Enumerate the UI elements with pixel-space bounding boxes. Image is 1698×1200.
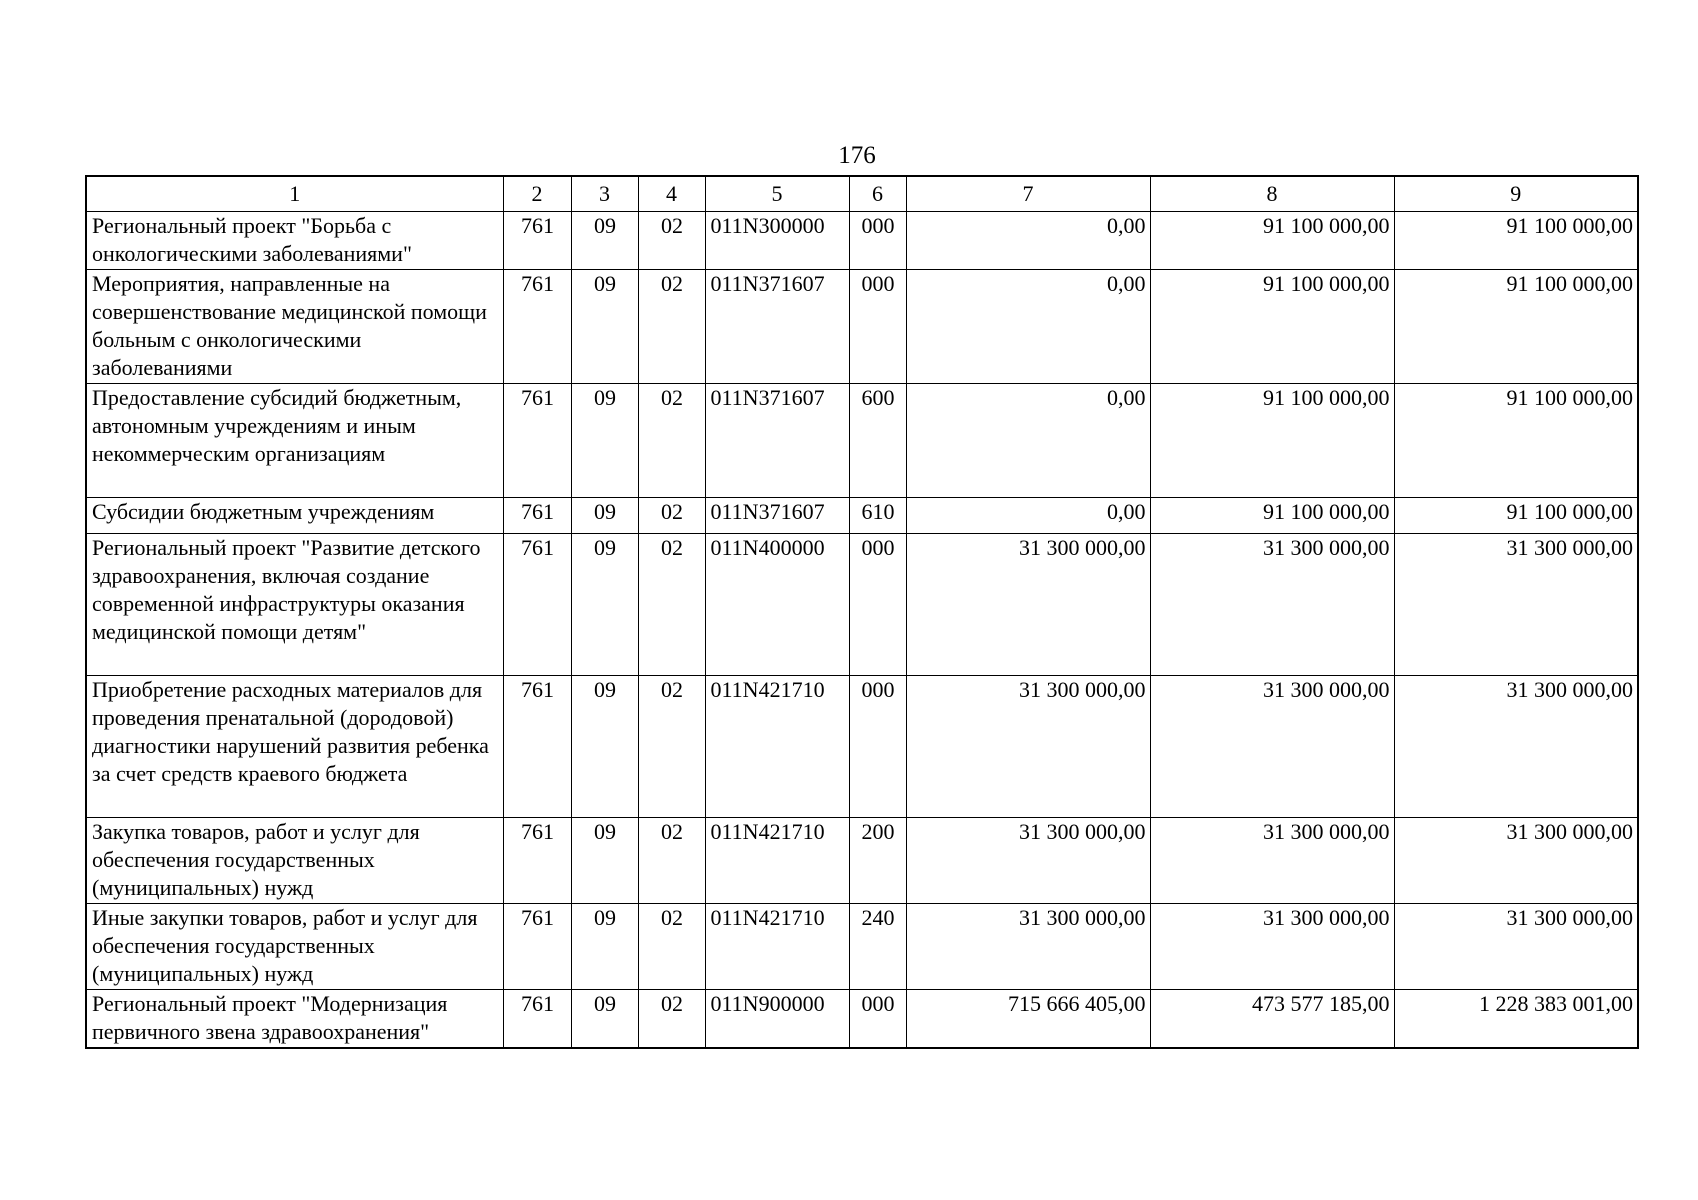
subsection-code: 02 bbox=[638, 904, 705, 990]
ministry-code: 761 bbox=[503, 270, 571, 384]
ministry-code: 761 bbox=[503, 990, 571, 1048]
table-row bbox=[86, 990, 1638, 1048]
section-code: 09 bbox=[571, 676, 638, 818]
amount-col-9: 31 300 000,00 bbox=[1394, 534, 1638, 676]
amount-col-7: 0,00 bbox=[906, 212, 1150, 270]
budget-table bbox=[85, 175, 1639, 1049]
section-code: 09 bbox=[571, 534, 638, 676]
table-header bbox=[86, 176, 1638, 212]
section-code: 09 bbox=[571, 990, 638, 1048]
table-row bbox=[86, 212, 1638, 270]
target-article-code: 011N421710 bbox=[705, 904, 849, 990]
item-name: Региональный проект "Модернизация первичного звена здравоохранения" bbox=[86, 990, 503, 1048]
target-article-code: 011N400000 bbox=[705, 534, 849, 676]
amount-col-9: 1 228 383 001,00 bbox=[1394, 990, 1638, 1048]
table-row bbox=[86, 676, 1638, 818]
ministry-code: 761 bbox=[503, 498, 571, 534]
ministry-code: 761 bbox=[503, 676, 571, 818]
item-name: Региональный проект "Развитие детского здравоохранения, включая создание современной инфраструктуры оказания медицинской помощи детям" bbox=[86, 534, 503, 676]
amount-col-7: 0,00 bbox=[906, 384, 1150, 498]
item-name: Предоставление субсидий бюджетным, автономным учреждениям и иным некоммерческим организациям bbox=[86, 384, 503, 498]
expense-type-code: 000 bbox=[849, 534, 906, 676]
ministry-code: 761 bbox=[503, 534, 571, 676]
target-article-code: 011N300000 bbox=[705, 212, 849, 270]
section-code: 09 bbox=[571, 904, 638, 990]
page-number: 176 bbox=[838, 142, 876, 169]
table-row bbox=[86, 904, 1638, 990]
expense-type-code: 200 bbox=[849, 818, 906, 904]
target-article-code: 011N371607 bbox=[705, 384, 849, 498]
target-article-code: 011N371607 bbox=[705, 270, 849, 384]
target-article-code: 011N421710 bbox=[705, 676, 849, 818]
column-header-2: 2 bbox=[503, 176, 571, 212]
section-code: 09 bbox=[571, 818, 638, 904]
amount-col-8: 473 577 185,00 bbox=[1150, 990, 1394, 1048]
subsection-code: 02 bbox=[638, 990, 705, 1048]
column-header-9: 9 bbox=[1394, 176, 1638, 212]
amount-col-9: 31 300 000,00 bbox=[1394, 676, 1638, 818]
amount-col-7: 31 300 000,00 bbox=[906, 818, 1150, 904]
subsection-code: 02 bbox=[638, 498, 705, 534]
ministry-code: 761 bbox=[503, 818, 571, 904]
table-row bbox=[86, 534, 1638, 676]
amount-col-7: 0,00 bbox=[906, 270, 1150, 384]
target-article-code: 011N371607 bbox=[705, 498, 849, 534]
amount-col-9: 31 300 000,00 bbox=[1394, 904, 1638, 990]
subsection-code: 02 bbox=[638, 384, 705, 498]
amount-col-7: 31 300 000,00 bbox=[906, 534, 1150, 676]
expense-type-code: 600 bbox=[849, 384, 906, 498]
amount-col-8: 31 300 000,00 bbox=[1150, 676, 1394, 818]
table-row bbox=[86, 498, 1638, 534]
target-article-code: 011N900000 bbox=[705, 990, 849, 1048]
expense-type-code: 610 bbox=[849, 498, 906, 534]
column-header-7: 7 bbox=[906, 176, 1150, 212]
amount-col-9: 91 100 000,00 bbox=[1394, 384, 1638, 498]
amount-col-8: 91 100 000,00 bbox=[1150, 212, 1394, 270]
column-header-8: 8 bbox=[1150, 176, 1394, 212]
subsection-code: 02 bbox=[638, 818, 705, 904]
header-row bbox=[86, 176, 1638, 212]
expense-type-code: 000 bbox=[849, 212, 906, 270]
table-row bbox=[86, 818, 1638, 904]
amount-col-8: 31 300 000,00 bbox=[1150, 534, 1394, 676]
amount-col-8: 91 100 000,00 bbox=[1150, 384, 1394, 498]
subsection-code: 02 bbox=[638, 676, 705, 818]
amount-col-7: 31 300 000,00 bbox=[906, 676, 1150, 818]
ministry-code: 761 bbox=[503, 384, 571, 498]
subsection-code: 02 bbox=[638, 212, 705, 270]
amount-col-9: 91 100 000,00 bbox=[1394, 498, 1638, 534]
subsection-code: 02 bbox=[638, 270, 705, 384]
amount-col-9: 91 100 000,00 bbox=[1394, 212, 1638, 270]
column-header-5: 5 bbox=[705, 176, 849, 212]
section-code: 09 bbox=[571, 498, 638, 534]
table-row bbox=[86, 270, 1638, 384]
item-name: Мероприятия, направленные на совершенствование медицинской помощи больным с онкологическими заболеваниями bbox=[86, 270, 503, 384]
amount-col-7: 31 300 000,00 bbox=[906, 904, 1150, 990]
section-code: 09 bbox=[571, 270, 638, 384]
amount-col-8: 31 300 000,00 bbox=[1150, 818, 1394, 904]
column-header-6: 6 bbox=[849, 176, 906, 212]
target-article-code: 011N421710 bbox=[705, 818, 849, 904]
ministry-code: 761 bbox=[503, 212, 571, 270]
item-name: Закупка товаров, работ и услуг для обеспечения государственных (муниципальных) нужд bbox=[86, 818, 503, 904]
ministry-code: 761 bbox=[503, 904, 571, 990]
amount-col-8: 31 300 000,00 bbox=[1150, 904, 1394, 990]
column-header-1: 1 bbox=[86, 176, 503, 212]
section-code: 09 bbox=[571, 212, 638, 270]
expense-type-code: 000 bbox=[849, 990, 906, 1048]
item-name: Субсидии бюджетным учреждениям bbox=[86, 498, 503, 534]
expense-type-code: 000 bbox=[849, 270, 906, 384]
amount-col-8: 91 100 000,00 bbox=[1150, 498, 1394, 534]
expense-type-code: 000 bbox=[849, 676, 906, 818]
table-body bbox=[86, 212, 1638, 1048]
amount-col-8: 91 100 000,00 bbox=[1150, 270, 1394, 384]
amount-col-9: 91 100 000,00 bbox=[1394, 270, 1638, 384]
item-name: Иные закупки товаров, работ и услуг для обеспечения государственных (муниципальных) нужд bbox=[86, 904, 503, 990]
section-code: 09 bbox=[571, 384, 638, 498]
amount-col-7: 0,00 bbox=[906, 498, 1150, 534]
amount-col-9: 31 300 000,00 bbox=[1394, 818, 1638, 904]
expense-type-code: 240 bbox=[849, 904, 906, 990]
column-header-4: 4 bbox=[638, 176, 705, 212]
amount-col-7: 715 666 405,00 bbox=[906, 990, 1150, 1048]
item-name: Приобретение расходных материалов для проведения пренатальной (дородовой) диагностики нарушений развития ребенка за счет средств краевого бюджета bbox=[86, 676, 503, 818]
column-header-3: 3 bbox=[571, 176, 638, 212]
table-row bbox=[86, 384, 1638, 498]
item-name: Региональный проект "Борьба с онкологическими заболеваниями" bbox=[86, 212, 503, 270]
subsection-code: 02 bbox=[638, 534, 705, 676]
